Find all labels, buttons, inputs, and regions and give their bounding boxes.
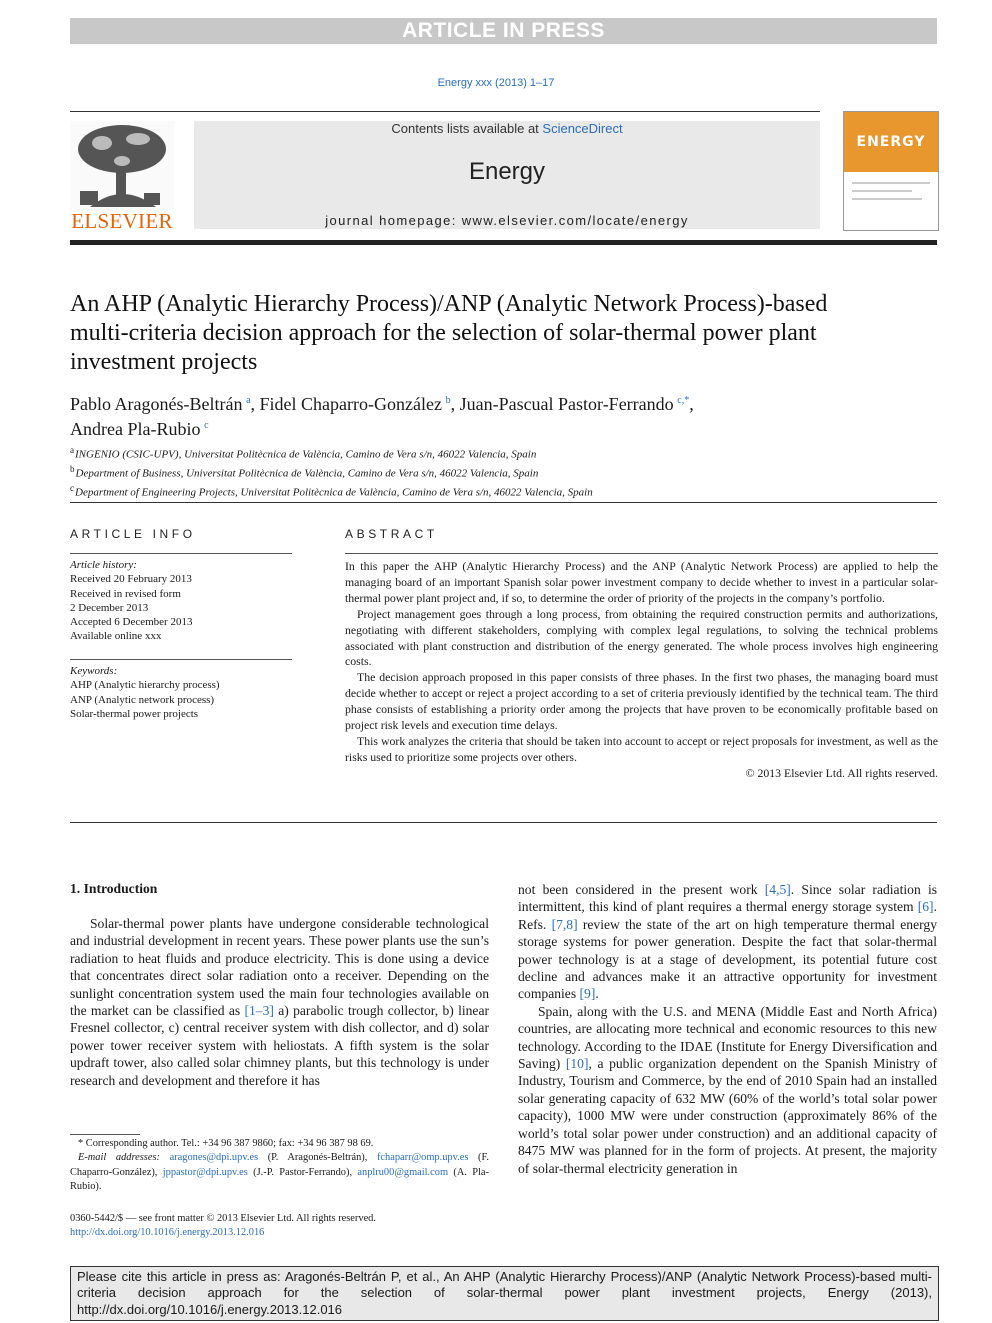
intro-paragraph	[518, 881, 937, 1003]
elsevier-wordmark: ELSEVIER	[71, 209, 173, 233]
reference-link[interactable]: [1–3]	[244, 1003, 274, 1019]
intro-text: Spain, along with the U.S. and MENA (Middle East and North Africa) countries, are allocating more technical and economic resources to this new technology. According to the IDAE (Institute for Energy Diversification and Saving)	[518, 1003, 937, 1072]
author-list	[70, 390, 930, 440]
intro-text: not been considered in the present work	[518, 882, 765, 897]
doi-link[interactable]: http://dx.doi.org/10.1016/j.energy.2013.12.016	[70, 1227, 265, 1239]
elsevier-tree-logo[interactable]	[70, 121, 174, 211]
author-affil-mark[interactable]: c,*	[677, 395, 690, 406]
history-item: 2 December 2013	[70, 601, 149, 614]
reference-link[interactable]: [4,5]	[764, 882, 791, 897]
author-separator: ,	[450, 394, 460, 414]
author-affil-mark[interactable]: a	[246, 395, 251, 406]
journal-title[interactable]: Energy	[468, 158, 546, 185]
article-title: An AHP (Analytic Hierarchy Process)/ANP (Analytic Network Process)-based multi-criteria decision approach for the selection of solar-thermal power plant investment projects	[70, 291, 828, 375]
author-name[interactable]: Juan-Pascual Pastor-Ferrando	[459, 394, 674, 414]
footnote-rule	[70, 1134, 140, 1135]
journal-cover-thumbnail[interactable]	[843, 111, 939, 231]
cover-line	[852, 190, 912, 192]
abstract-bottom-rule	[70, 822, 937, 823]
article-history	[70, 558, 292, 644]
intro-left-column	[70, 915, 489, 1089]
header-top-rule	[70, 111, 820, 112]
author-name[interactable]: Pablo Aragonés-Beltrán	[70, 394, 243, 414]
cite-this-article-box: Please cite this article in press as: Aragonés-Beltrán P, et al., An AHP (Analytic Hierarchy Process)/ANP (Analytic Network Process)-based multi-criteria decision approach for the selection of solar-thermal power plant investment projects, Energy (2013), http://dx.doi.org/10.1016/j.energy.2013.12.016	[70, 1266, 939, 1321]
history-item: Received in revised form	[70, 587, 181, 600]
footnote	[70, 1137, 489, 1195]
affiliations	[70, 443, 930, 500]
intro-text: a) parabolic trough collector, b) linear Fresnel collector, c) central receiver system with dish collector, and d) solar power tower receiver system with heliostats. A fifth system is the solar updraft tower, also called solar chimney plants, but this technology is under research and development and therefore it has	[70, 1003, 490, 1088]
abstract-body	[345, 559, 938, 782]
reference-link[interactable]: [6]	[917, 899, 934, 915]
abstract-rule	[345, 553, 938, 554]
email-owner: (P. Aragonés-Beltrán),	[258, 1152, 377, 1164]
corresponding-author: * Corresponding author. Tel.: +34 96 387 9860; fax: +34 96 387 98 69.	[78, 1138, 374, 1149]
email-owner: (F. Chaparro-González),	[70, 1152, 489, 1178]
header-bottom-rule	[70, 240, 937, 245]
intro-text: review the state of the art on high temperature thermal energy storage systems for power generation. Despite the fact that solar-thermal power technology is at a stage of development, its potential future cost decline and advances make it an attractive opportunity for investment companies	[518, 916, 937, 1002]
cover-line	[852, 182, 930, 184]
intro-text: . Since solar radiation is intermittent, this kind of plant requires a thermal energy storage system	[518, 882, 938, 915]
article-info-rule	[70, 553, 292, 554]
abstract-paragraph: Project management goes through a long process, from obtaining the required construction permits and authorizations, negotiating with different stakeholders, complying with complex legal regulations, to solving the technical problems associated with plant construction and distribution of the energy generated. The whole process involves high engineering costs.	[345, 606, 938, 669]
reference-link[interactable]: [9]	[579, 986, 596, 1002]
reference-link[interactable]: [7,8]	[551, 916, 578, 932]
affiliation-text: Department of Business, Universitat Politècnica de València, Camino de Vera s/n, 46022 Valencia, Spain	[75, 467, 539, 480]
history-item: Received 20 February 2013	[70, 573, 192, 586]
email-owner: (A. Pla-Rubio).	[70, 1166, 489, 1193]
affiliation-text: Department of Engineering Projects, Universitat Politècnica de València, Camino de Vera s/n, 46022 Valencia, Spain	[75, 486, 593, 499]
abstract-paragraph: In this paper the AHP (Analytic Hierarchy Process) and the ANP (Analytic Network Process) are applied to help the managing board of an important Spanish solar power investment company to decide whether to invest in a particular solar-thermal power plant project and, if so, to determine the order of priority of the projects in the company’s portfolio.	[345, 559, 938, 605]
info-top-rule	[70, 502, 937, 503]
abstract-copyright: © 2013 Elsevier Ltd. All rights reserved.	[745, 765, 938, 780]
issn-line: 0360-5442/$ — see front matter © 2013 Elsevier Ltd. All rights reserved.	[70, 1213, 376, 1224]
intro-text: . Refs.	[518, 899, 937, 932]
history-label: Article history:	[70, 559, 137, 571]
cover-line	[852, 198, 922, 200]
email-link[interactable]: anplru00@gmail.com	[357, 1166, 449, 1178]
author-name[interactable]: Fidel Chaparro-González	[259, 394, 442, 414]
keyword-item: Solar-thermal power projects	[70, 707, 199, 720]
abstract-paragraph: This work analyzes the criteria that should be taken into account to accept or reject proposals for investment, as well as the risks used to prioritize some projects over others.	[345, 733, 938, 764]
author-affil-mark[interactable]: b	[445, 395, 451, 406]
keyword-item: ANP (Analytic network process)	[70, 693, 215, 706]
affiliation-mark: a	[70, 445, 75, 455]
author-separator: ,	[689, 394, 694, 414]
email-addresses	[70, 1151, 489, 1194]
journal-citation-line[interactable]: Energy xxx (2013) 1–17	[437, 77, 555, 89]
abstract-heading: ABSTRACT	[345, 527, 438, 541]
intro-right-column	[518, 881, 937, 1177]
intro-text: , a public organization dependent on the Spanish Ministry of Industry, Tourism and Commerce, by the end of 2010 Spain had an installed solar generating capacity of 632 MW (60% of the world’s total solar power capacity), 1000 MW were under construction (approximately 86% of the world’s total solar power under construction) and an additional capacity of 8475 MW was planned for in the form of projects. At present, the majority of solar-thermal electricity generation in	[518, 1056, 937, 1176]
history-item: Accepted 6 December 2013	[70, 616, 193, 629]
reference-link[interactable]: [10]	[565, 1056, 589, 1072]
intro-paragraph	[518, 1003, 937, 1177]
abstract-paragraph: The decision approach proposed in this paper consists of three phases. In the first two phases, the managing board must decide whether to accept or reject a project according to a set of criteria previously identified by the technical team. The third phase consists of establishing a priority order among the projects that have proven to be economically profitable based on project risk levels and execution time delays.	[345, 670, 938, 733]
email-link[interactable]: aragones@dpi.upv.es	[169, 1152, 259, 1164]
affiliation-item	[70, 481, 930, 500]
author-separator: ,	[250, 394, 260, 414]
contents-prefix: Contents lists available at	[391, 121, 543, 136]
affiliation-text: INGENIO (CSIC-UPV), Universitat Politècnica de València, Camino de Vera s/n, 46022 Valencia, Spain	[75, 448, 537, 461]
email-label: E-mail addresses:	[78, 1152, 160, 1164]
email-link[interactable]: jppastor@dpi.upv.es	[162, 1166, 248, 1178]
keywords	[70, 664, 292, 721]
keyword-item: AHP (Analytic hierarchy process)	[70, 679, 220, 692]
affiliation-item	[70, 462, 930, 481]
journal-homepage[interactable]: journal homepage: www.elsevier.com/locate/energy	[325, 213, 689, 228]
email-owner: (J.-P. Pastor-Ferrando),	[247, 1166, 358, 1178]
intro-text: Solar-thermal power plants have undergone considerable technological and industrial development in recent years. These power plants use the sun’s radiation to heat fluids and produce electricity. This is done using a device that concentrates direct solar radiation onto a receiver. Depending on the sunlight concentration system used the main four technologies available on the market can be classified as	[70, 916, 489, 1019]
affiliation-mark: b	[70, 464, 75, 475]
author-name[interactable]: Andrea Pla-Rubio	[70, 419, 201, 439]
cover-title: ENERGY	[856, 134, 926, 150]
introduction-heading: 1. Introduction	[70, 881, 158, 896]
keywords-rule	[70, 659, 292, 660]
author-affil-mark[interactable]: c	[204, 420, 209, 431]
article-info-heading: ARTICLE INFO	[70, 527, 196, 541]
intro-paragraph	[70, 915, 489, 1089]
front-matter	[70, 1212, 500, 1240]
sciencedirect-link[interactable]: ScienceDirect	[542, 121, 623, 136]
article-in-press-banner: ARTICLE IN PRESS	[70, 18, 937, 44]
keywords-label: Keywords:	[70, 665, 118, 677]
affiliation-item	[70, 443, 930, 462]
email-link[interactable]: fchaparr@omp.upv.es	[376, 1152, 469, 1164]
intro-text: .	[595, 986, 599, 1002]
history-item: Available online xxx	[70, 630, 162, 643]
contents-available-line	[194, 121, 820, 136]
affiliation-mark: c	[70, 483, 75, 494]
